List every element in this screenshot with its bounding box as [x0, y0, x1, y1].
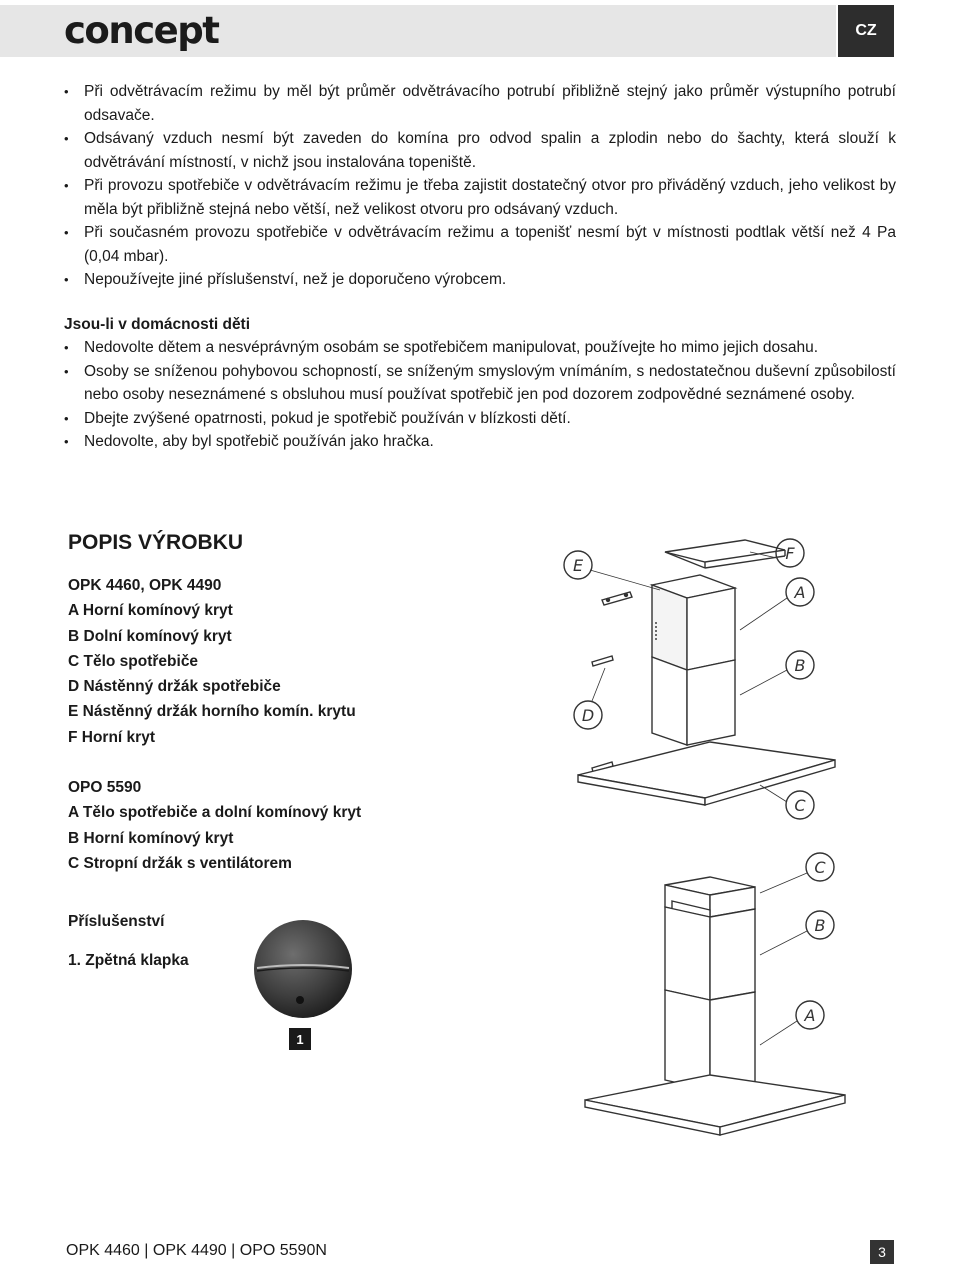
warning-item: • Při odvětrávacím režimu by měl být průměr odvětrávacího potrubí přibližně stejný jako průměr výstupního potrubí odsavače.	[64, 80, 896, 127]
page-number: 3	[870, 1240, 894, 1264]
part-item: E Nástěnný držák horního komín. krytu	[68, 703, 356, 721]
diagram-label-a: A	[794, 583, 806, 602]
product-description-title: POPIS VÝROBKU	[68, 531, 244, 554]
diagram-label-c: C	[794, 796, 806, 815]
diagram-label-d: D	[581, 706, 595, 725]
children-item: • Osoby se sníženou pohybovou schopností, se sníženým smyslovým vnímáním, s nedostatečnou duševní způsobilostí nebo osoby neseznámené s obsluhou musí používat spotřebič jen pod dozorem zodpovědné seznámené osoby.	[64, 360, 896, 407]
warning-list	[64, 80, 896, 292]
diagram-label-f: F	[785, 544, 795, 563]
backflow-flap-image	[252, 918, 354, 1020]
part-item: B Dolní komínový kryt	[68, 627, 232, 645]
safety-content	[64, 80, 896, 454]
warning-item: • Nepoužívejte jiné příslušenství, než je doporučeno výrobcem.	[64, 268, 896, 292]
accessory-number-badge: 1	[289, 1028, 311, 1050]
accessories-title: Příslušenství	[68, 913, 165, 930]
children-list	[64, 336, 896, 454]
hood-diagram-wall	[560, 530, 860, 830]
footer-models: OPK 4460 | OPK 4490 | OPO 5590N	[66, 1242, 327, 1259]
accessory-item: 1. Zpětná klapka	[68, 952, 189, 969]
brand-logo: concept	[64, 9, 219, 52]
part-item: B Horní komínový kryt	[68, 829, 234, 847]
warning-item: • Při provozu spotřebiče v odvětrávacím režimu je třeba zajistit dostatečný otvor pro přiváděný vzduch, jeho velikost by měla být přibližně stejná nebo větší, než velikost otvoru pro odsávaný vzduch.	[64, 174, 896, 221]
model-heading: OPK 4460, OPK 4490	[68, 577, 222, 594]
children-item: • Nedovolte, aby byl spotřebič používán jako hračka.	[64, 430, 896, 454]
header-bar	[0, 5, 836, 57]
warning-item: • Při současném provozu spotřebiče v odvětrávacím režimu a topenišť nesmí být v místnosti podtlak větší než 4 Pa (0,04 mbar).	[64, 221, 896, 268]
diagram-label-b-ceiling: B	[814, 916, 826, 935]
part-item: A Horní komínový kryt	[68, 602, 233, 620]
part-item: D Nástěnný držák spotřebiče	[68, 678, 281, 696]
children-item: • Nedovolte dětem a nesvéprávným osobám se spotřebičem manipulovat, používejte ho mimo jejich dosahu.	[64, 336, 896, 360]
model-heading: OPO 5590	[68, 779, 142, 797]
diagram-label-e: E	[572, 556, 584, 575]
diagram-label-c-ceiling: C	[814, 858, 826, 877]
part-item: F Horní kryt	[68, 728, 155, 746]
hood-diagram-ceiling	[560, 845, 860, 1145]
language-badge: CZ	[838, 5, 894, 57]
part-item: C Tělo spotřebiče	[68, 652, 199, 670]
warning-item: • Odsávaný vzduch nesmí být zaveden do komína pro odvod spalin a zplodin nebo do šachty, která slouží k odvětrávání místností, v nichž jsou instalována topeniště.	[64, 127, 896, 174]
children-heading: Jsou-li v domácnosti děti	[64, 315, 251, 333]
diagram-label-a-ceiling: A	[804, 1006, 816, 1025]
children-item: • Dbejte zvýšené opatrnosti, pokud je spotřebič používán v blízkosti dětí.	[64, 407, 896, 431]
page-header	[0, 5, 960, 57]
part-item: A Tělo spotřebiče a dolní komínový kryt	[68, 804, 362, 822]
parts-list	[68, 573, 361, 876]
diagram-label-b: B	[794, 656, 806, 675]
part-item: C Stropní držák s ventilátorem	[68, 854, 292, 872]
